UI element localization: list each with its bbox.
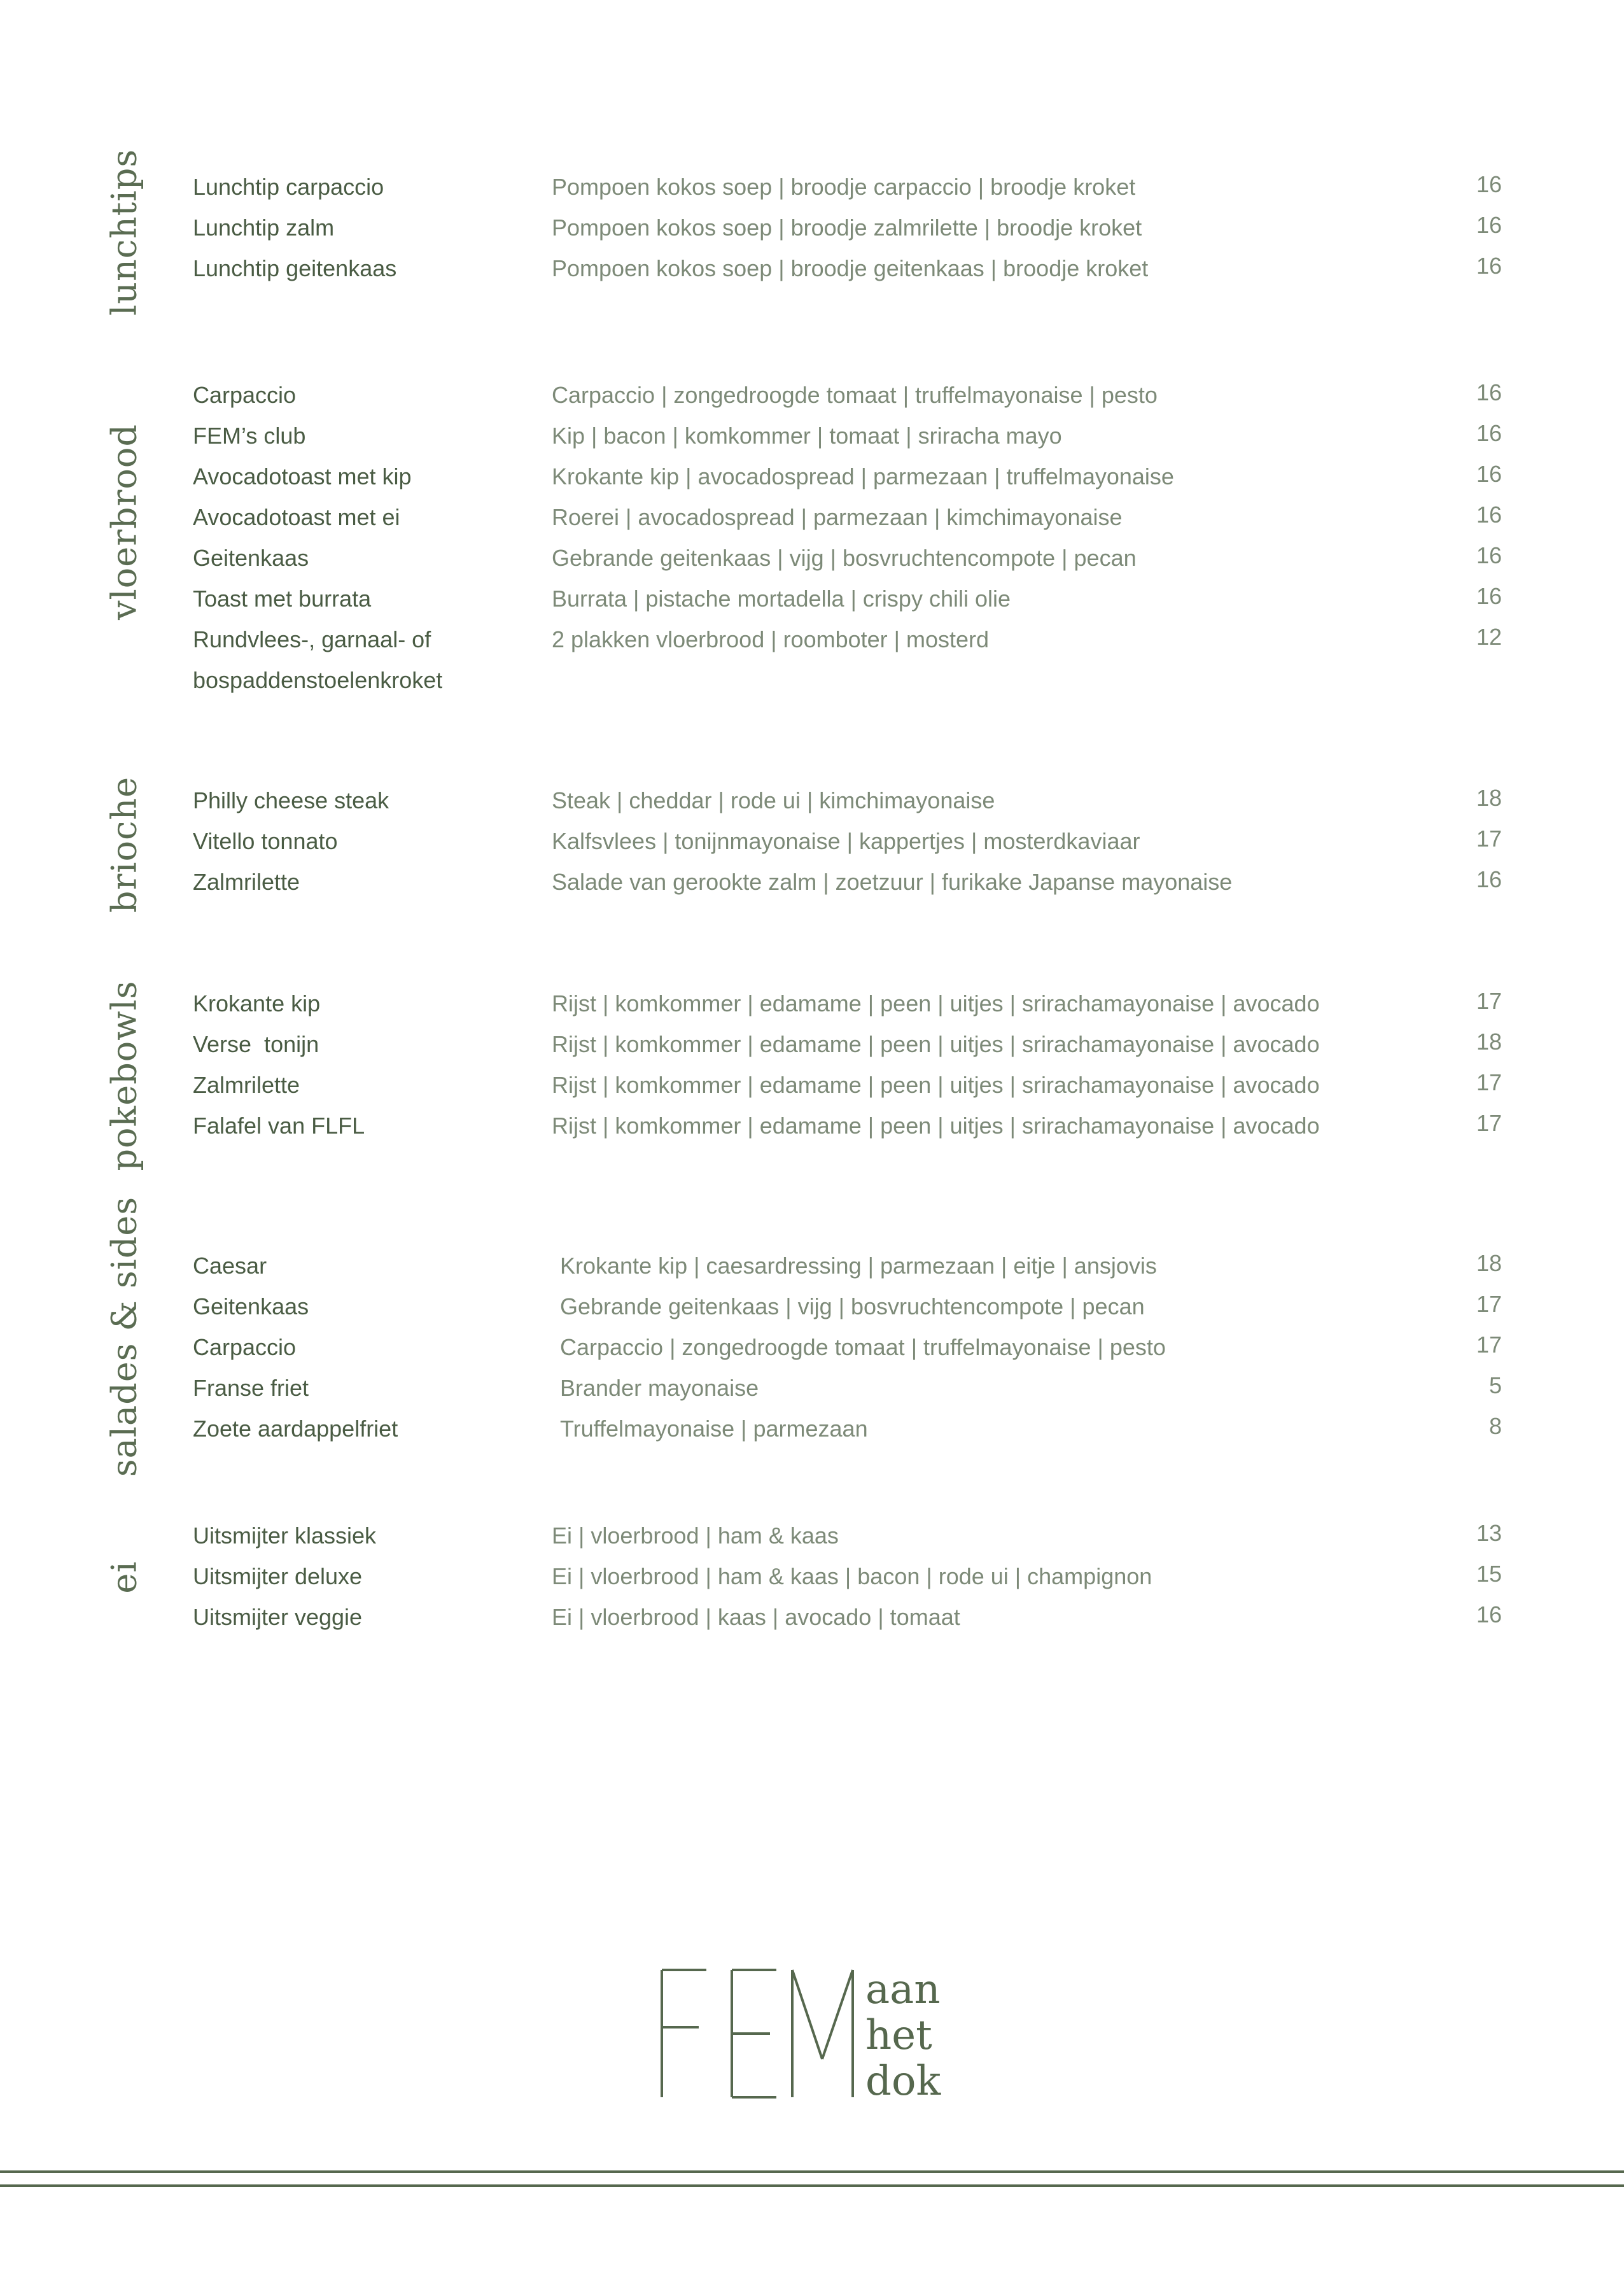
item-name: Carpaccio [193,1334,297,1360]
logo-line-dok: dok [865,2058,941,2104]
item-name: Uitsmijter veggie [193,1604,363,1630]
menu-item [0,1246,1624,1286]
item-name: Zalmrilette [193,1072,300,1098]
menu-item [0,456,1624,497]
item-name: Lunchtip carpaccio [193,174,384,200]
section-title: ei [104,1561,144,1594]
item-price: 16 [1476,253,1502,279]
item-price: 8 [1488,1413,1502,1439]
item-price: 17 [1476,988,1502,1014]
item-description: Ei | vloerbrood | ham & kaas | bacon | rode ui | champignon [552,1563,1152,1589]
fem-logo-mark [655,1964,986,2104]
menu-item [0,1515,1624,1556]
item-price: 16 [1476,420,1502,446]
menu-item [0,248,1624,289]
logo-line-het: het [865,2012,932,2059]
menu-item [0,1024,1624,1065]
item-price: 16 [1476,502,1502,528]
item-price: 17 [1476,1069,1502,1095]
section-title: brioche [104,776,144,913]
menu-item [0,821,1624,862]
item-price: 18 [1476,785,1502,811]
item-description: Salade van gerookte zalm | zoetzuur | furikake Japanse mayonaise [552,869,1233,895]
item-price: 15 [1476,1561,1502,1587]
section-title: salades & sides [104,1196,144,1477]
item-name: Toast met burrata [193,586,372,612]
item-description: Gebrande geitenkaas | vijg | bosvruchtencompote | pecan [560,1293,1145,1319]
menu-item [0,862,1624,903]
item-name: Philly cheese steak [193,787,389,813]
menu-item [0,416,1624,456]
menu-item [0,1286,1624,1327]
item-description: Carpaccio | zongedroogde tomaat | truffelmayonaise | pesto [552,382,1158,408]
item-price: 16 [1476,379,1502,405]
menu-item [0,538,1624,579]
item-description: Truffelmayonaise | parmezaan [560,1416,868,1442]
item-name: Uitsmijter deluxe [193,1563,363,1589]
section-title: pokebowls [104,980,144,1171]
item-description: Carpaccio | zongedroogde tomaat | truffelmayonaise | pesto [560,1334,1166,1360]
item-price: 16 [1476,171,1502,197]
item-price: 18 [1476,1250,1502,1276]
item-name: Lunchtip zalm [193,214,335,241]
item-description: Ei | vloerbrood | kaas | avocado | tomaat [552,1604,960,1630]
item-price: 5 [1488,1372,1502,1398]
menu-item [0,579,1624,619]
item-name: Caesar [193,1253,267,1279]
section-title: lunchtips [104,148,144,316]
menu-item [0,375,1624,416]
item-description: Burrata | pistache mortadella | crispy chili olie [552,586,1011,612]
item-description: Pompoen kokos soep | broodje zalmrilette | broodje kroket [552,214,1142,241]
item-price: 18 [1476,1029,1502,1055]
fem-logo [655,1964,986,2104]
logo-line-aan: aan [865,1966,941,2013]
item-description: Rijst | komkommer | edamame | peen | uitjes | srirachamayonaise | avocado [552,1031,1320,1057]
item-price: 13 [1476,1520,1502,1546]
menu-item [0,497,1624,538]
menu-item [0,983,1624,1024]
item-name: Geitenkaas [193,545,309,571]
item-name: Rundvlees-, garnaal- of bospaddenstoelenkroket [193,626,443,693]
item-price: 16 [1476,866,1502,892]
menu-item [0,207,1624,248]
item-price: 16 [1476,542,1502,568]
menu-item [0,1327,1624,1368]
item-description: Steak | cheddar | rode ui | kimchimayonaise [552,787,995,813]
menu-item [0,167,1624,207]
item-name: Verse tonijn [193,1031,319,1057]
item-name: Avocadotoast met ei [193,504,400,530]
item-name: Carpaccio [193,382,297,408]
bottom-divider-bottom [0,2184,1624,2187]
menu-item [0,1409,1624,1449]
item-price: 16 [1476,583,1502,609]
item-price: 12 [1476,624,1502,650]
item-name: FEM’s club [193,423,306,449]
item-price: 16 [1476,1601,1502,1628]
item-description: 2 plakken vloerbrood | roomboter | mosterd [552,626,990,652]
item-name: Vitello tonnato [193,828,338,854]
item-price: 16 [1476,212,1502,238]
item-description: Pompoen kokos soep | broodje carpaccio | broodje kroket [552,174,1136,200]
item-description: Rijst | komkommer | edamame | peen | uitjes | srirachamayonaise | avocado [552,1113,1320,1139]
item-name: Zoete aardappelfriet [193,1416,398,1442]
item-name: Geitenkaas [193,1293,309,1319]
item-description: Kip | bacon | komkommer | tomaat | sriracha mayo [552,423,1062,449]
menu-item [0,1065,1624,1106]
item-description: Kalfsvlees | tonijnmayonaise | kappertjes | mosterdkaviaar [552,828,1140,854]
item-price: 17 [1476,1332,1502,1358]
item-name: Krokante kip [193,990,321,1016]
section-title: vloerbrood [104,423,144,621]
item-description: Brander mayonaise [560,1375,759,1401]
item-name: Zalmrilette [193,869,300,895]
menu-item [0,1368,1624,1409]
menu-item [0,1597,1624,1638]
item-price: 17 [1476,1110,1502,1136]
bottom-divider-top [0,2170,1624,2173]
item-name: Franse friet [193,1375,309,1401]
item-name: Uitsmijter klassiek [193,1522,377,1549]
item-description: Gebrande geitenkaas | vijg | bosvruchtencompote | pecan [552,545,1137,571]
menu-item [0,1106,1624,1146]
item-name: Falafel van FLFL [193,1113,365,1139]
menu-item [0,780,1624,821]
item-description: Rijst | komkommer | edamame | peen | uitjes | srirachamayonaise | avocado [552,990,1320,1016]
item-price: 17 [1476,1291,1502,1317]
item-description: Roerei | avocadospread | parmezaan | kimchimayonaise [552,504,1123,530]
item-description: Krokante kip | avocadospread | parmezaan | truffelmayonaise [552,463,1174,489]
menu-item [0,619,1624,701]
item-price: 17 [1476,826,1502,852]
item-price: 16 [1476,461,1502,487]
item-description: Krokante kip | caesardressing | parmezaan | eitje | ansjovis [560,1253,1157,1279]
item-name: Avocadotoast met kip [193,463,412,489]
item-name: Lunchtip geitenkaas [193,255,397,281]
item-description: Rijst | komkommer | edamame | peen | uitjes | srirachamayonaise | avocado [552,1072,1320,1098]
menu-item [0,1556,1624,1597]
item-description: Pompoen kokos soep | broodje geitenkaas | broodje kroket [552,255,1149,281]
item-description: Ei | vloerbrood | ham & kaas [552,1522,839,1549]
